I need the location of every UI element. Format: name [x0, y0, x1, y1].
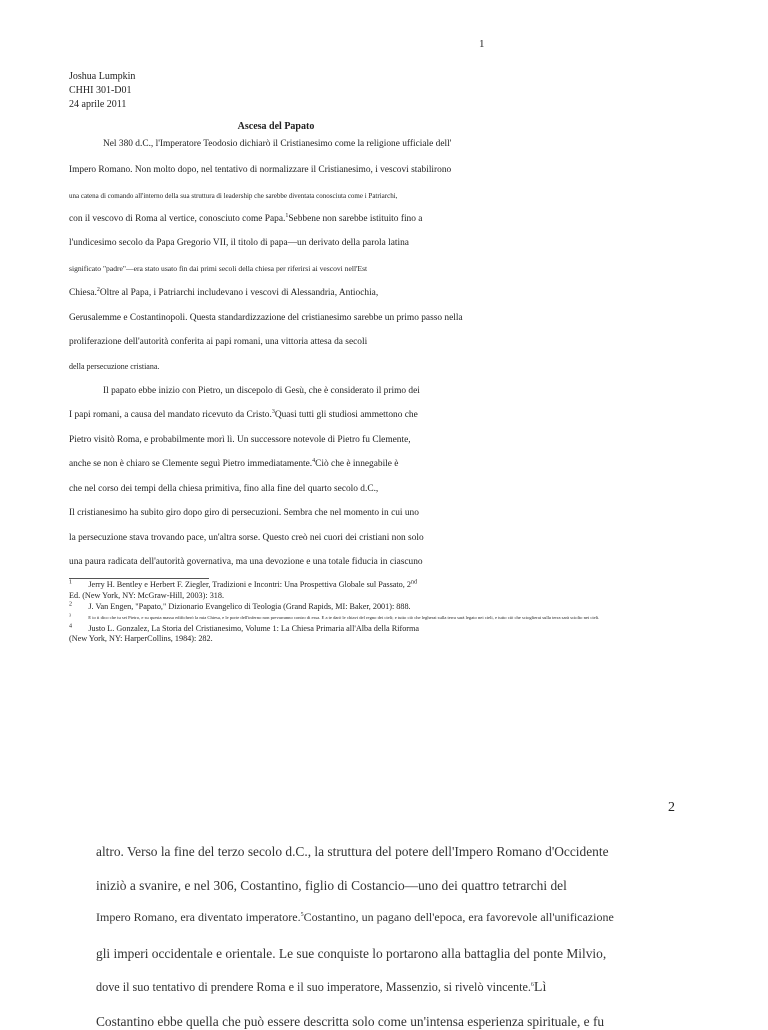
body-line: una catena di comando all'interno della sua struttura di leadership che sarebbe diventata conosciuta come i Patriarchi,: [69, 192, 398, 200]
body-line: una paura radicata dell'autorità governativa, ma una devozione e una totale fiducia in ciascuno: [69, 557, 423, 567]
body-line: della persecuzione cristiana.: [69, 362, 160, 371]
course-code: CHHI 301-D01: [69, 85, 132, 96]
body-line: proliferazione dell'autorità conferita ai papi romani, una vittoria attesa da secoli: [69, 337, 368, 347]
body-line: Impero Romano, era diventato imperatore.$^5$Costantino, un pagano dell'epoca, era favorevole all'unificazione: [96, 910, 614, 924]
body-line: Chiesa.$^2$Oltre al Papa, i Patriarchi includevano i vescovi di Alessandria, Antiochia,: [69, 286, 379, 298]
body-line: Pietro visitò Roma, e probabilmente morì lì. Un successore notevole di Pietro fu Clemente,: [69, 435, 411, 445]
body-line: dove il suo tentativo di prendere Roma e il suo imperatore, Massenzio, si rivelò vincente.$^6$Lì: [96, 980, 547, 995]
document-page-2: [0, 780, 768, 1029]
page-title: Ascesa del Papato: [237, 121, 315, 132]
body-line: I papi romani, a causa del mandato ricevuto da Cristo.$^3$Quasi tutti gli studiosi ammettono che: [69, 408, 418, 420]
body-line: Costantino ebbe quella che può essere descritta solo come un'intensa esperienza spirituale, e fu: [96, 1014, 605, 1029]
footnote-mark: 5: [300, 912, 304, 918]
footnote-4-cont: (New York, NY: HarperCollins, 1984): 282.: [69, 634, 213, 643]
author-name: Joshua Lumpkin: [69, 71, 136, 82]
footnote-mark: 4: [312, 457, 316, 464]
footnote-1-cont: Ed. (New York, NY: McGraw-Hill, 2003): 318.: [69, 591, 225, 600]
body-line: Il papato ebbe inizio con Pietro, un discepolo di Gesù, che è considerato il primo dei: [103, 386, 420, 396]
paper-date: 24 aprile 2011: [69, 99, 127, 110]
footnote-mark: 3: [271, 408, 275, 415]
body-line: Gerusalemme e Costantinopoli. Questa standardizzazione del cristianesimo sarebbe un primo passo nella: [69, 313, 463, 323]
body-line: iniziò a svanire, e nel 306, Costantino, figlio di Costancio—uno dei quattro tetrarchi del: [96, 878, 567, 893]
body-line: Impero Romano. Non molto dopo, nel tentativo di normalizzare il Cristianesimo, i vescovi stabilirono: [69, 165, 452, 175]
footnote-2: $^2$ J. Van Engen, "Papato," Dizionario Evangelico di Teologia (Grand Rapids, MI: Baker, 2001): 888.: [69, 601, 411, 611]
body-line: con il vescovo di Roma al vertice, conosciuto come Papa.$^1$Sebbene non sarebbe istituito fino a: [69, 212, 423, 224]
body-line: Nel 380 d.C., l'Imperatore Teodosio dichiarò il Cristianesimo come la religione ufficiale dell': [103, 139, 452, 149]
footnote-4: $^4$ Justo L. Gonzalez, La Storia del Cristianesimo, Volume 1: La Chiesa Primaria all'Alba della Riforma: [69, 623, 420, 633]
body-line: altro. Verso la fine del terzo secolo d.C., la struttura del potere dell'Impero Romano d'Occidente: [96, 844, 609, 859]
footnote-mark: 6: [530, 981, 534, 988]
body-line: che nel corso dei tempi della chiesa primitiva, fino alla fine del quarto secolo d.C.,: [69, 484, 379, 494]
body-line: significato "padre"—era stato usato fin dai primi secoli della chiesa per riferirsi ai vescovi nell'Est: [69, 264, 368, 273]
footnote-mark: 1: [285, 212, 289, 219]
body-line: gli imperi occidentale e orientale. Le sue conquiste lo portarono alla battaglia del ponte Milvio,: [96, 946, 607, 961]
body-line: la persecuzione stava trovando pace, un'altra sorse. Questo creò nei cuori dei cristiani non solo: [69, 533, 424, 543]
footnote-mark: 2: [96, 286, 100, 293]
page-number: 2: [668, 800, 675, 815]
body-line: l'undicesimo secolo da Papa Gregorio VII, il titolo di papa—un derivato della parola latina: [69, 238, 409, 248]
footnote-3: $^3$ E io ti dico che tu sei Pietro, e su questa massa edificherò la mia Chiesa, e le porte dell'inferno non prevarranno contro di essa. E a te darò le chiavi del regno dei cieli; e tutto ciò che legherai sulla terra sarà legato nei cieli, e tutto ciò che scioglierai sulla terra sarà sciolto nei cieli.: [69, 613, 600, 620]
page-number: 1: [479, 38, 485, 50]
header-block: [69, 70, 135, 112]
body-line: Il cristianesimo ha subito giro dopo giro di persecuzioni. Sembra che nel momento in cui uno: [69, 508, 419, 518]
footnote-divider: [69, 578, 209, 579]
footnote-1: $^1$ Jerry H. Bentley e Herbert F. Ziegler, Tradizioni e Incontri: Una Prospettiva Globale sul Passato, 2nd: [69, 579, 417, 589]
body-line: anche se non è chiaro se Clemente seguì Pietro immediatamente.$^4$Ciò che è innegabile è: [69, 457, 399, 469]
